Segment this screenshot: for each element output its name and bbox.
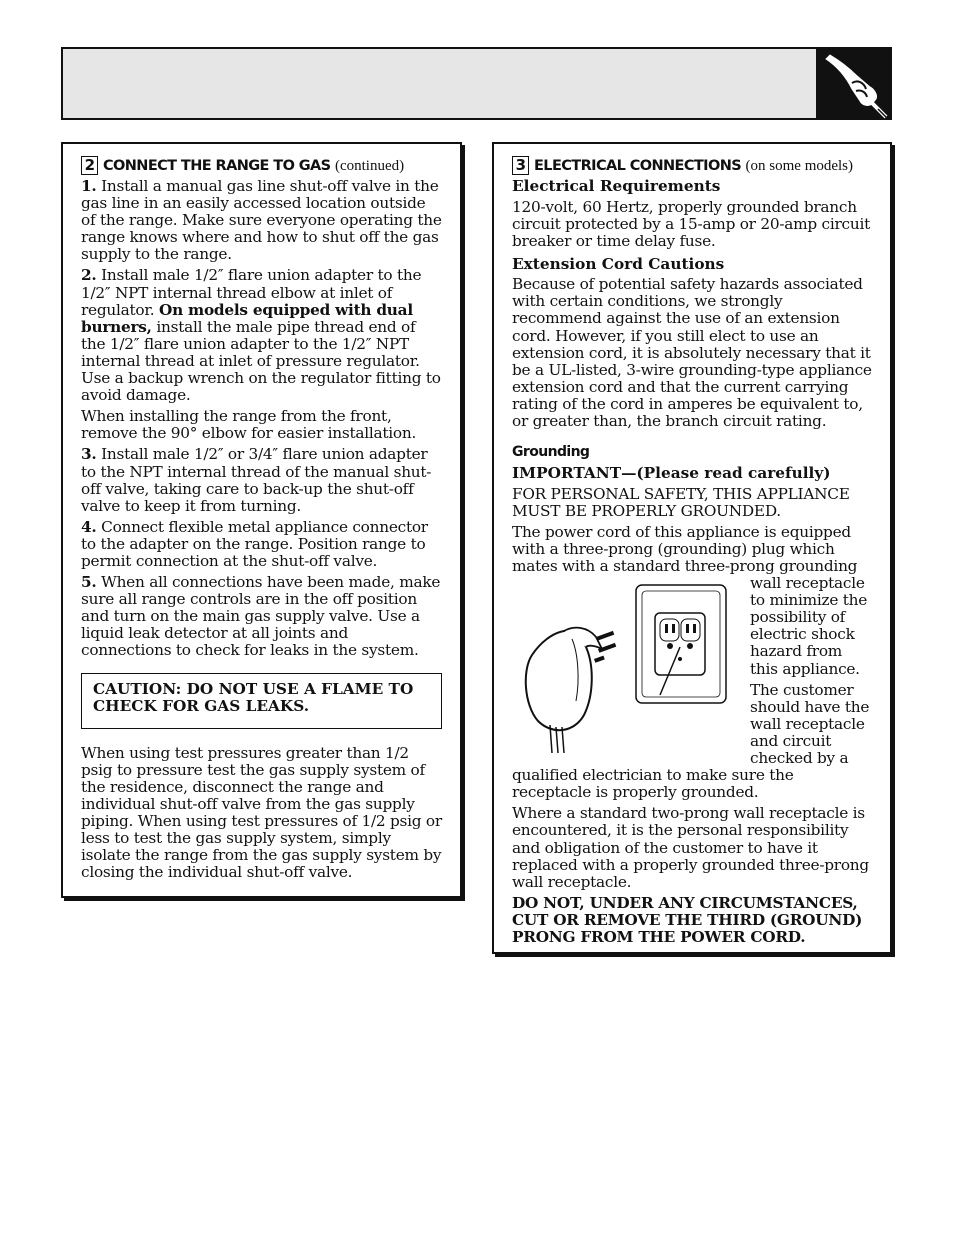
electrical-requirements-heading: Electrical Requirements xyxy=(512,177,721,195)
caution-box: CAUTION: DO NOT USE A FLAME TO CHECK FOR GAS LEAKS. xyxy=(81,673,442,729)
step-3: 3. Install male 1/2″ or 3/4″ flare union adapter to the NPT internal thread of the manual shut-off valve, taking care to back-up the shut-off valve to keep it from turning. xyxy=(81,445,432,515)
extension-cord-text: Because of potential safety hazards associated with certain conditions, we strongly recommend against the use of an extension cord. However, if you still elect to use an extension cord, it is absolutely necessary that it be a UL-listed, 3-wire grounding-type appliance extension cord and that the current carrying rating of the cord in amperes be equivalent to, or greater than, the branch circuit rating. xyxy=(512,275,872,431)
section-continued: (continued) xyxy=(334,158,405,174)
section-heading xyxy=(81,156,442,175)
safety-caps: FOR PERSONAL SAFETY, THIS APPLIANCE MUST BE PROPERLY GROUNDED. xyxy=(512,484,850,520)
header-bar xyxy=(61,47,892,120)
step-5: 5. When all connections have been made, make sure all range controls are in the off position and turn on the main gas supply valve. Use a liquid leak detector at all joints and connections to check for leaks in the system. xyxy=(81,573,441,660)
section-number: 2 xyxy=(81,156,98,175)
section-electrical xyxy=(492,142,892,954)
two-prong-text: Where a standard two-prong wall receptacle is encountered, it is the personal responsibility and obligation of the customer to have it replaced with a properly grounded three-prong wall receptacle. xyxy=(512,804,869,891)
step-4: 4. Connect flexible metal appliance connector to the adapter on the range. Position range to permit connection at the shut-off valve. xyxy=(81,517,428,570)
important-heading: IMPORTANT—(Please read carefully) xyxy=(512,464,831,483)
front-install-note: When installing the range from the front, remove the 90° elbow for easier installation. xyxy=(81,407,417,443)
three-prong-plug-receptacle-illustration xyxy=(512,575,744,753)
cord-text-b: wall receptacle to minimize the possibility of electric shock hazard from this appliance. xyxy=(750,574,868,678)
hand-pencil-icon xyxy=(816,49,890,120)
grounding-heading: Grounding xyxy=(512,444,590,461)
section-title: CONNECT THE RANGE TO GAS xyxy=(103,158,331,174)
ground-prong-warning: DO NOT, UNDER ANY CIRCUMSTANCES, CUT OR REMOVE THE THIRD (GROUND) PRONG FROM THE POWER CORD. xyxy=(512,893,863,946)
step-2: 2. Install male 1/2″ flare union adapter to the 1/2″ NPT internal thread elbow at inlet of regulator. On models equipped with dual burners, install the male pipe thread end of the 1/2″ flare union adapter to the 1/2″ NPT internal thread at inlet of pressure regulator. Use a backup wrench on the regulator fitting to avoid damage. xyxy=(81,266,441,405)
cord-text-a: The power cord of this appliance is equipped with a three-prong (grounding) plug which mates with a standard three-prong grounding xyxy=(512,522,858,575)
extension-cord-heading: Extension Cord Cautions xyxy=(512,254,725,273)
section-heading xyxy=(512,156,872,175)
step-1: 1. Install a manual gas line shut-off valve in the gas line in an easily accessed location outside of the range. Make sure everyone operating the range knows where and how to shut off the gas supply to the range. xyxy=(81,177,442,264)
section-number: 3 xyxy=(512,156,529,175)
section-connect-gas xyxy=(61,142,462,898)
customer-text-b: qualified electrician to make sure the receptacle is properly grounded. xyxy=(512,766,794,802)
customer-text-a: The customer should have the wall receptacle and circuit checked by a xyxy=(750,680,870,768)
section-qualifier: (on some models) xyxy=(745,158,854,174)
electrical-requirements-text: 120-volt, 60 Hertz, properly grounded branch circuit protected by a 15-amp or 20-amp circuit breaker or time delay fuse. xyxy=(512,197,870,250)
test-pressure-note: When using test pressures greater than 1/2 psig to pressure test the gas supply system of the residence, disconnect the range and individual shut-off valve from the gas supply piping. When using test pressures of 1/2 psig or less to test the gas supply system, simply isolate the range from the gas supply system by closing the individual shut-off valve. xyxy=(81,743,442,882)
section-title: ELECTRICAL CONNECTIONS xyxy=(534,158,742,174)
